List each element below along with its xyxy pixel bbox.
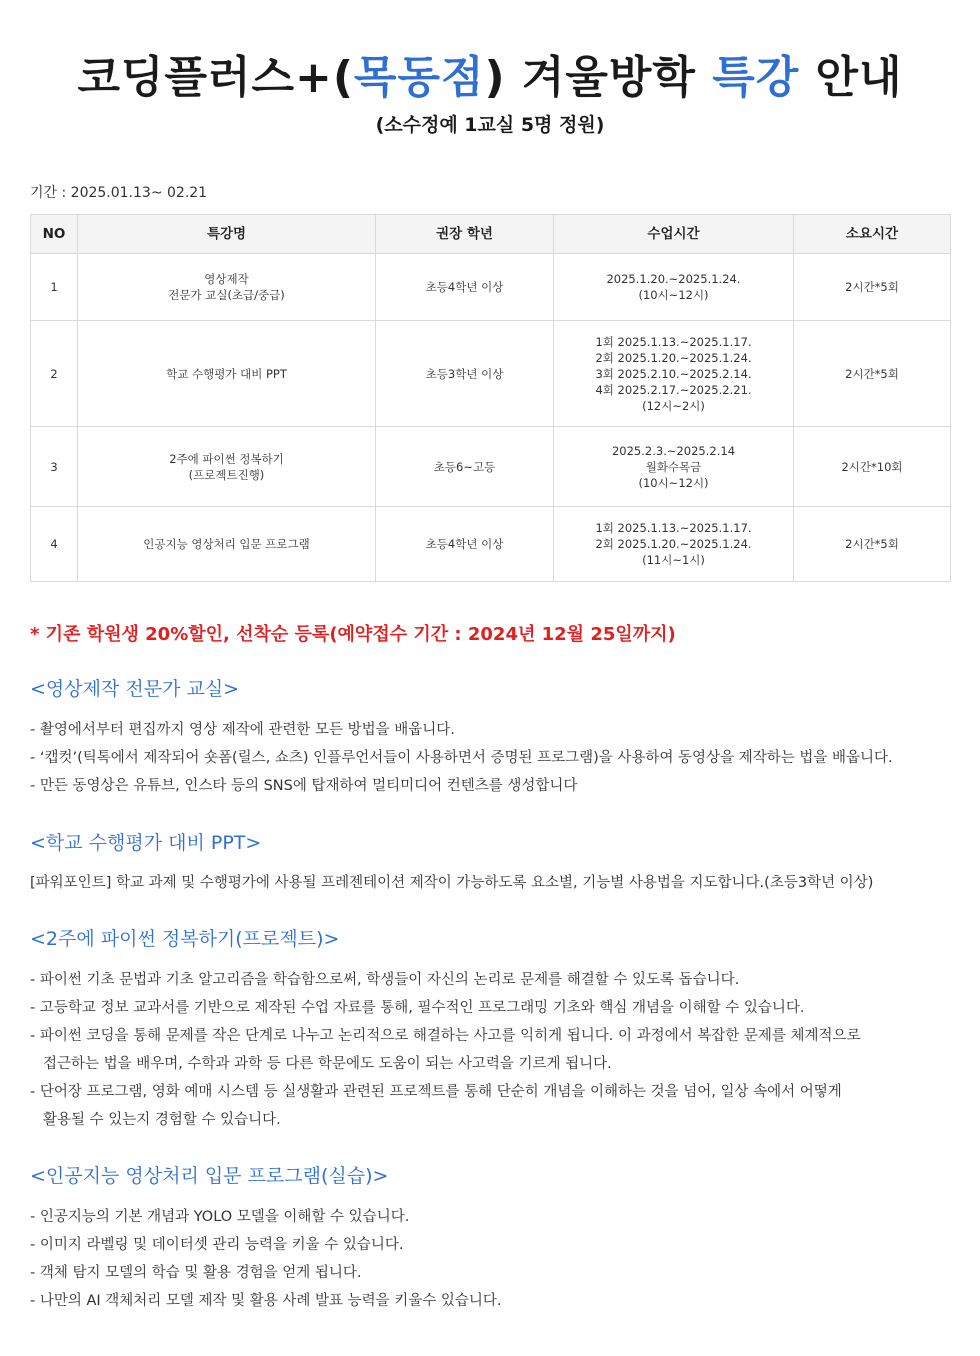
section-heading-ai: <인공지능 영상처리 입문 프로그램(실습)> (30, 1165, 389, 1187)
list-item: - 고등학교 정보 교과서를 기반으로 제작된 수업 자료를 통해, 필수적인 프로그래밍 기초와 핵심 개념을 이해할 수 있습니다. (30, 1000, 805, 1016)
cell-duration: 2시간*10회 (794, 427, 951, 507)
cell-name: 학교 수행평가 대비 PPT (78, 321, 376, 427)
period-text: 기간 : 2025.01.13~ 02.21 (30, 185, 208, 201)
schedule-table (30, 214, 951, 582)
list-item: [파워포인트] 학교 과제 및 수행평가에 사용될 프레젠테이션 제작이 가능하도록 요소별, 기능별 사용법을 지도합니다.(초등3학년 이상) (30, 875, 874, 891)
cell-no: 3 (31, 427, 78, 507)
list-item: - 촬영에서부터 편집까지 영상 제작에 관련한 모든 방법을 배웁니다. (30, 722, 455, 738)
title-part-3: 안내 (799, 52, 903, 103)
list-item: - 만든 동영상은 유튜브, 인스타 등의 SNS에 탑재하여 멀티미디어 컨텐츠를 생성합니다 (30, 778, 578, 794)
col-header-duration: 소요시간 (794, 215, 951, 254)
list-item: - 파이썬 기초 문법과 기초 알고리즘을 학습함으로써, 학생들이 자신의 논리로 문제를 해결할 수 있도록 돕습니다. (30, 972, 740, 988)
col-header-name: 특강명 (78, 215, 376, 254)
list-item-continuation: 활용될 수 있는지 경험할 수 있습니다. (43, 1112, 281, 1128)
title-part-1: 코딩플러스+( (77, 52, 354, 103)
list-item: - 이미지 라벨링 및 데이터셋 관리 능력을 키울 수 있습니다. (30, 1237, 404, 1253)
col-header-time: 수업시간 (554, 215, 794, 254)
title-highlight: 특강 (712, 52, 800, 103)
page-subtitle: (소수정예 1교실 5명 정원) (375, 114, 605, 136)
list-item: - ‘캡컷’(틱톡에서 제작되어 숏폼(릴스, 쇼츠) 인플루언서들이 사용하면서 증명된 프로그램)을 사용하여 동영상을 제작하는 법을 배웁니다. (30, 750, 893, 766)
cell-no: 1 (31, 254, 78, 321)
list-item: - 인공지능의 기본 개념과 YOLO 모델을 이해할 수 있습니다. (30, 1209, 410, 1225)
page-title (0, 48, 980, 108)
table-header-row (31, 215, 951, 254)
cell-duration: 2시간*5회 (794, 321, 951, 427)
list-item: - 나만의 AI 객체처리 모델 제작 및 활용 사례 발표 능력을 키울수 있습니다. (30, 1293, 502, 1309)
cell-time: 2025.2.3.~2025.2.14 월화수목금 (10시~12시) (554, 427, 794, 507)
section-heading-ppt: <학교 수행평가 대비 PPT> (30, 832, 262, 854)
cell-grade: 초등6~고등 (376, 427, 554, 507)
list-item: - 단어장 프로그램, 영화 예매 시스템 등 실생활과 관련된 프로젝트를 통해 단순히 개념을 이해하는 것을 넘어, 일상 속에서 어떻게 (30, 1084, 842, 1100)
cell-time: 1회 2025.1.13.~2025.1.17. 2회 2025.1.20.~2025.1.24. 3회 2025.2.10.~2025.2.14. 4회 2025.2.17.~2025.2.21. (12시~2시) (554, 321, 794, 427)
title-part-2: ) 겨울방학 (484, 52, 713, 103)
cell-name: 2주에 파이썬 정복하기 (프로젝트진행) (78, 427, 376, 507)
table-row (31, 321, 951, 427)
table-row (31, 507, 951, 582)
cell-no: 2 (31, 321, 78, 427)
cell-name: 영상제작 전문가 교실(초급/중급) (78, 254, 376, 321)
list-item: - 파이썬 코딩을 통해 문제를 작은 단계로 나누고 논리적으로 해결하는 사고를 익히게 됩니다. 이 과정에서 복잡한 문제를 체계적으로 (30, 1028, 861, 1044)
section-body-ai (30, 1203, 960, 1315)
table-row (31, 427, 951, 507)
discount-notice: * 기존 학원생 20%할인, 선착순 등록(예약접수 기간 : 2024년 12월 25일까지) (30, 624, 676, 645)
list-item: - 객체 탐지 모델의 학습 및 활용 경험을 얻게 됩니다. (30, 1265, 362, 1281)
section-body-python (30, 966, 960, 1134)
cell-duration: 2시간*5회 (794, 507, 951, 582)
section-body-ppt (30, 869, 960, 897)
col-header-no: NO (31, 215, 78, 254)
cell-no: 4 (31, 507, 78, 582)
cell-time: 2025.1.20.~2025.1.24. (10시~12시) (554, 254, 794, 321)
col-header-grade: 권장 학년 (376, 215, 554, 254)
cell-grade: 초등3학년 이상 (376, 321, 554, 427)
section-heading-video: <영상제작 전문가 교실> (30, 678, 240, 700)
section-heading-python: <2주에 파이썬 정복하기(프로젝트)> (30, 928, 340, 950)
cell-grade: 초등4학년 이상 (376, 507, 554, 582)
section-body-video (30, 716, 960, 800)
cell-duration: 2시간*5회 (794, 254, 951, 321)
cell-time: 1회 2025.1.13.~2025.1.17. 2회 2025.1.20.~2025.1.24. (11시~1시) (554, 507, 794, 582)
title-branch: 목동점 (353, 52, 485, 103)
cell-grade: 초등4학년 이상 (376, 254, 554, 321)
cell-name: 인공지능 영상처리 입문 프로그램 (78, 507, 376, 582)
table-row (31, 254, 951, 321)
list-item-continuation: 접근하는 법을 배우며, 수학과 과학 등 다른 학문에도 도움이 되는 사고력을 기르게 됩니다. (43, 1056, 612, 1072)
